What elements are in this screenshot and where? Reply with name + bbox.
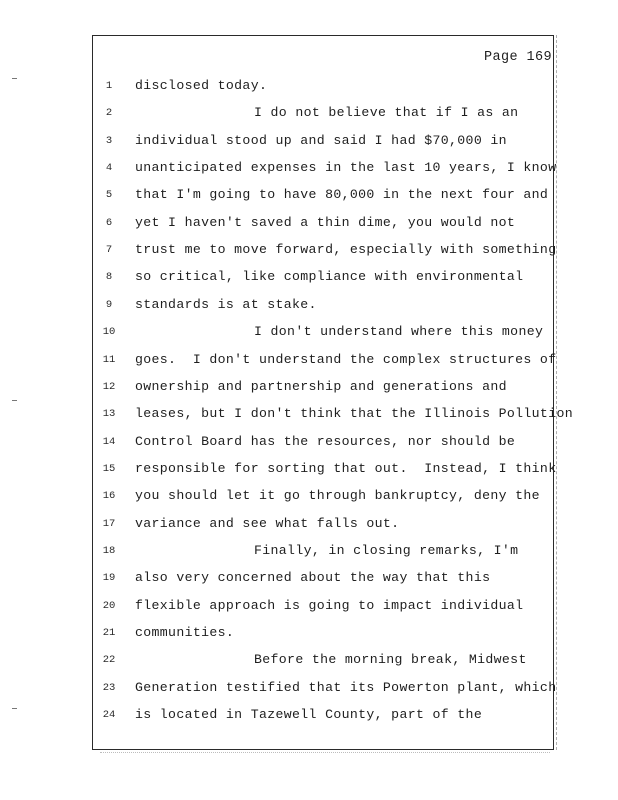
transcript-line-text: Generation testified that its Powerton plant, which (135, 679, 557, 695)
line-number: 6 (105, 216, 113, 229)
scan-edge-line (556, 35, 558, 750)
scan-bottom-noise (100, 752, 550, 755)
transcript-line-text: that I'm going to have 80,000 in the next four and (135, 187, 549, 203)
transcript-line-text: trust me to move forward, especially with something (135, 242, 557, 258)
transcript-line-text: I do not believe that if I as an (254, 105, 519, 121)
line-number: 19 (102, 572, 116, 585)
line-number: 13 (102, 408, 116, 421)
line-number: 24 (102, 709, 116, 722)
transcript-line-text: ownership and partnership and generations and (135, 378, 507, 394)
line-number: 10 (102, 326, 116, 339)
line-number: 2 (105, 107, 113, 120)
line-number: 1 (105, 80, 113, 92)
transcript-line-text: variance and see what falls out. (135, 515, 400, 531)
transcript-line-text: also very concerned about the way that this (135, 570, 491, 586)
line-number: 20 (102, 599, 116, 612)
transcript-line-text: standards is at stake. (135, 296, 317, 312)
line-number: 12 (102, 380, 116, 393)
transcript-line-text: disclosed today. (135, 78, 268, 93)
transcript-line-text: goes. I don't understand the complex structures of (135, 351, 557, 367)
scan-margin-mark (12, 708, 17, 709)
transcript-line-text: I don't understand where this money (254, 324, 544, 340)
line-number: 17 (102, 517, 116, 530)
transcript-line-text: communities. (135, 625, 235, 640)
transcript-line-text: yet I haven't saved a thin dime, you would not (135, 214, 516, 230)
transcript-line-text: is located in Tazewell County, part of the (135, 707, 483, 723)
transcript-line-text: flexible approach is going to impact individual (135, 597, 524, 613)
line-number: 23 (102, 681, 116, 694)
line-number: 7 (105, 244, 113, 257)
line-number: 21 (102, 627, 116, 639)
line-number: 8 (105, 271, 113, 284)
scan-margin-mark (12, 78, 17, 79)
line-number: 3 (105, 134, 113, 147)
transcript-line-text: individual stood up and said I had $70,000 in (135, 132, 507, 148)
transcript-line-text: Before the morning break, Midwest (254, 652, 527, 668)
transcript-line-text: responsible for sorting that out. Instead, I think (135, 460, 557, 476)
transcript-line-text: Finally, in closing remarks, I'm (254, 542, 519, 558)
transcript-line-text: so critical, like compliance with environmental (135, 269, 524, 285)
line-number: 5 (105, 189, 113, 202)
transcript-line-text: leases, but I don't think that the Illinois Pollution (135, 406, 573, 422)
line-number: 11 (102, 353, 116, 366)
line-number: 22 (102, 654, 116, 667)
line-number: 16 (102, 490, 116, 503)
scan-margin-mark (12, 400, 17, 401)
line-number: 18 (102, 544, 116, 557)
line-number: 14 (102, 435, 116, 448)
transcript-line-text: Control Board has the resources, nor should be (135, 433, 516, 449)
line-number: 4 (105, 162, 113, 175)
transcript-line-text: unanticipated expenses in the last 10 years, I know (135, 160, 557, 176)
line-number: 9 (105, 298, 113, 311)
transcript-line-text: you should let it go through bankruptcy, deny the (135, 488, 540, 504)
page-number: Page 169 (483, 50, 552, 65)
line-number: 15 (102, 462, 116, 475)
